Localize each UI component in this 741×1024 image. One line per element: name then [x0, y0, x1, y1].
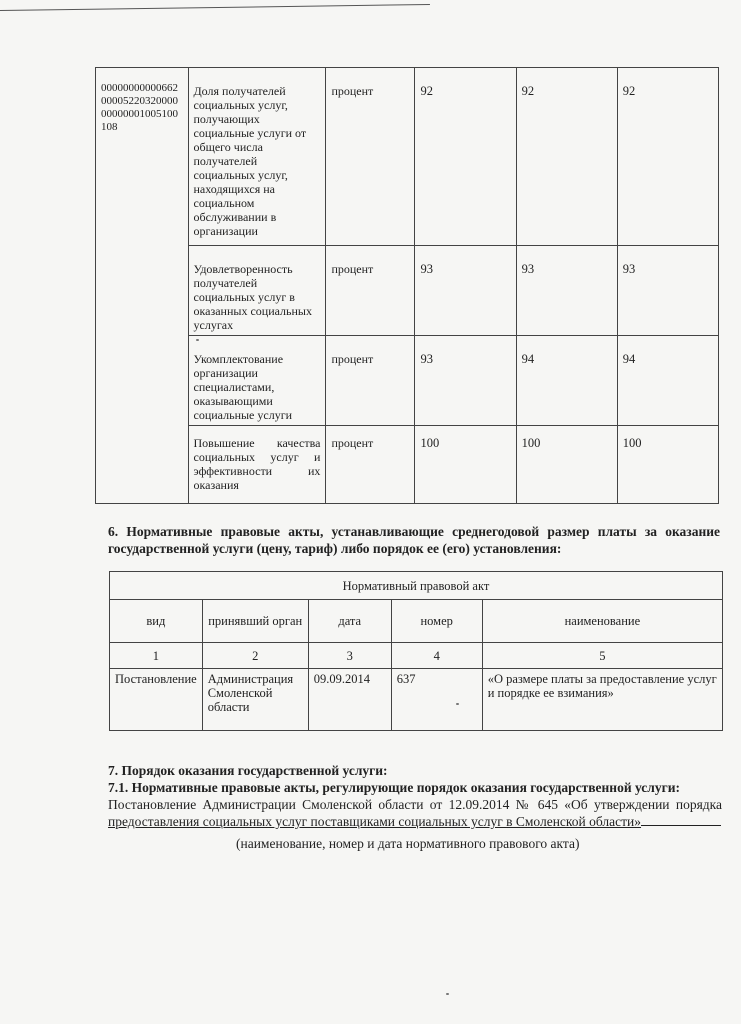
legal-acts-table [109, 571, 723, 731]
indicator-value-cell: 92 [516, 68, 617, 246]
scan-speck [456, 703, 459, 705]
section-6-heading: 6. Нормативные правовые акты, устанавливающие среднегодовой размер платы за оказание государственной услуги (цену, тариф) либо порядок ее (его) установления: [108, 524, 720, 556]
indicator-value-cell: 100 [415, 426, 516, 504]
section-7 [108, 762, 722, 830]
registry-code: 00000000000662 00005220320000 00000001005100 108 [101, 82, 178, 133]
indicator-name-cell: Укомплектование организации специалистами, оказывающими социальные услуги [188, 336, 326, 426]
regulation-title: предоставления социальных услуг поставщиками социальных услуг в Смоленской области» [108, 814, 642, 829]
act-organ-cell: Администрация Смоленской области [202, 669, 308, 731]
act-date-cell: 09.09.2014 [308, 669, 391, 731]
scan-speck [446, 993, 449, 995]
table-row [110, 669, 723, 731]
indicator-unit-cell: процент [326, 426, 415, 504]
column-header: вид [110, 600, 203, 643]
indicator-value-cell: 94 [516, 336, 617, 426]
column-number: 5 [482, 643, 722, 669]
indicator-value-cell: 93 [617, 246, 718, 336]
indicator-name-cell: Удовлетворенность получателей социальных услуг в оказанных социальных услугах [188, 246, 326, 336]
table-row [96, 246, 719, 336]
column-number: 4 [391, 643, 482, 669]
column-number: 2 [202, 643, 308, 669]
indicator-value-cell: 93 [415, 336, 516, 426]
table-header-row [110, 600, 723, 643]
indicator-name-cell: Повышение качества социальных услуг и эффективности их оказания [188, 426, 326, 504]
indicator-value-cell: 100 [516, 426, 617, 504]
table-row [96, 336, 719, 426]
table-row [110, 572, 723, 600]
act-number-cell: 637 [391, 669, 482, 731]
indicator-unit-cell: процент [326, 336, 415, 426]
regulation-text-line-2 [108, 813, 722, 830]
indicator-unit-cell: процент [326, 246, 415, 336]
indicator-value-cell: 92 [617, 68, 718, 246]
column-header: номер [391, 600, 482, 643]
quality-indicators-table [95, 67, 719, 504]
act-kind-cell: Постановление [110, 669, 203, 731]
blank-fill-line [641, 825, 721, 826]
column-number: 3 [308, 643, 391, 669]
registry-code-cell [96, 68, 189, 504]
column-number: 1 [110, 643, 203, 669]
column-header: дата [308, 600, 391, 643]
column-header: принявший орган [202, 600, 308, 643]
table-row [96, 68, 719, 246]
indicator-value-cell: 92 [415, 68, 516, 246]
regulation-text-line-1: Постановление Администрации Смоленской области от 12.09.2014 № 645 «Об утверждении порядка [108, 797, 722, 812]
indicator-unit-cell: процент [326, 68, 415, 246]
caption: (наименование, номер и дата нормативного правового акта) [236, 836, 580, 851]
indicator-value-cell: 93 [516, 246, 617, 336]
indicator-value-cell: 94 [617, 336, 718, 426]
group-header-cell: Нормативный правовой акт [110, 572, 723, 600]
scan-top-rule [0, 0, 430, 11]
indicator-name-cell: Доля получателей социальных услуг, получающих социальные услуги от общего числа получателей социальных услуг, находящихся на социальном обслуживании в организации [188, 68, 326, 246]
act-title-cell: «О размере платы за предоставление услуг и порядке ее взимания» [482, 669, 722, 731]
section-7-heading: 7. Порядок оказания государственной услуги: [108, 763, 388, 778]
column-header: наименование [482, 600, 722, 643]
table-row [96, 426, 719, 504]
scan-speck [196, 339, 199, 341]
indicator-value-cell: 100 [617, 426, 718, 504]
indicator-value-cell: 93 [415, 246, 516, 336]
section-7-1-heading: 7.1. Нормативные правовые акты, регулирующие порядок оказания государственной услуги: [108, 780, 681, 795]
table-row [110, 643, 723, 669]
